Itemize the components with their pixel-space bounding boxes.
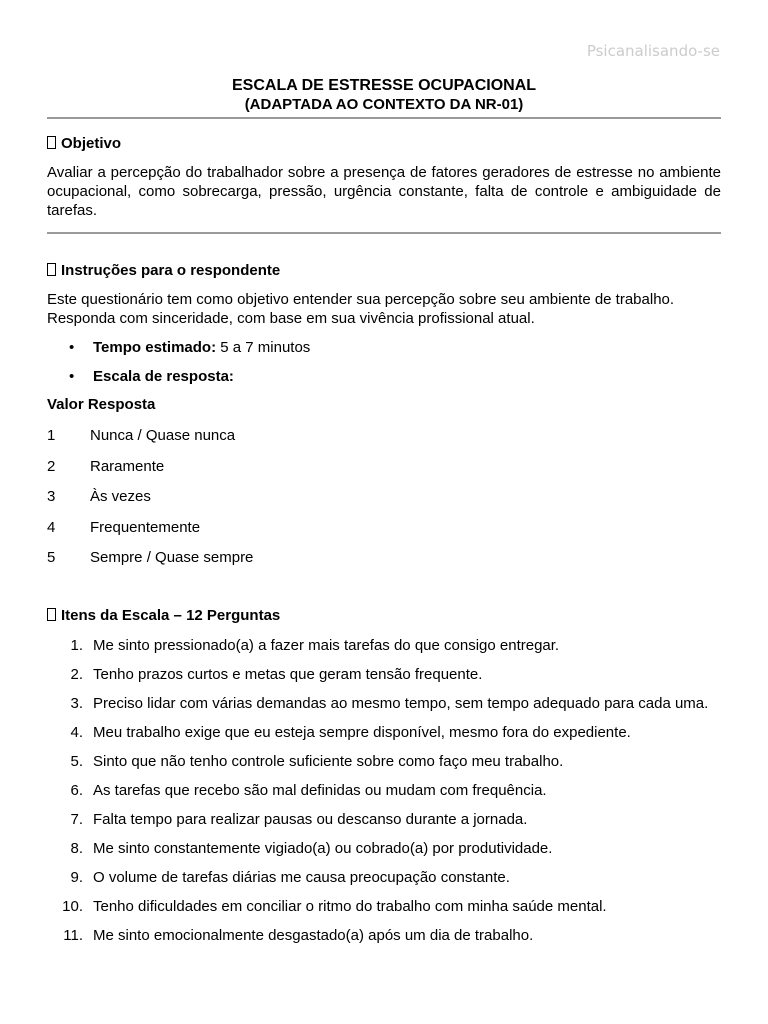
scale-row bbox=[47, 457, 721, 488]
item-number: 5. bbox=[70, 752, 83, 770]
instructions-text bbox=[47, 290, 721, 328]
document-subtitle: (ADAPTADA AO CONTEXTO DA NR-01) bbox=[244, 96, 524, 113]
list-item: 1. Me sinto pressionado(a) a fazer mais tarefas do que consigo entregar. bbox=[47, 636, 721, 655]
instructions-heading: Instruções para o respondente bbox=[47, 262, 721, 280]
instructions-line: Este questionário tem como objetivo entender sua percepção sobre seu ambiente de trabalho. bbox=[47, 291, 675, 308]
missing-glyph-icon bbox=[47, 608, 56, 621]
document-title: ESCALA DE ESTRESSE OCUPACIONAL bbox=[231, 77, 537, 94]
list-item: 7. Falta tempo para realizar pausas ou descanso durante a jornada. bbox=[47, 810, 721, 829]
objective-text: Avaliar a percepção do trabalhador sobre a presença de fatores geradores de estresse no ambiente ocupacional, como sobrecarga, pressão, urgência constante, falta de controle e ambiguidade de tarefas. bbox=[47, 164, 721, 219]
scale-row bbox=[47, 518, 721, 549]
list-item: 8. Me sinto constantemente vigiado(a) ou cobrado(a) por produtividade. bbox=[47, 839, 721, 858]
list-item: 3. Preciso lidar com várias demandas ao mesmo tempo, sem tempo adequado para cada uma. bbox=[47, 694, 721, 713]
scale-response: Frequentemente bbox=[90, 518, 201, 536]
list-item: 4. Meu trabalho exige que eu esteja sempre disponível, mesmo fora do expediente. bbox=[47, 723, 721, 742]
bullet-time: • Tempo estimado: 5 a 7 minutos bbox=[69, 339, 311, 356]
item-number: 8. bbox=[70, 839, 83, 857]
divider bbox=[47, 117, 721, 119]
list-item: 5. Sinto que não tenho controle suficiente sobre como faço meu trabalho. bbox=[47, 752, 721, 771]
instructions-line: Responda com sinceridade, com base em sua vivência profissional atual. bbox=[47, 310, 535, 327]
list-item: 9. O volume de tarefas diárias me causa preocupação constante. bbox=[47, 868, 721, 887]
scale-response: Nunca / Quase nunca bbox=[90, 427, 236, 444]
bullet-scale: • Escala de resposta: bbox=[69, 368, 234, 385]
scale-value: 5 bbox=[47, 549, 56, 566]
item-number: 6. bbox=[70, 781, 83, 799]
scale-value: 2 bbox=[47, 457, 56, 475]
item-number: 4. bbox=[70, 723, 83, 741]
instructions-bullets bbox=[47, 338, 721, 396]
item-number: 9. bbox=[70, 868, 83, 886]
item-number: 10. bbox=[62, 897, 83, 915]
scale-value: 4 bbox=[47, 518, 56, 536]
watermark: Psicanalisando-se bbox=[586, 42, 720, 60]
items-list bbox=[47, 636, 721, 945]
item-number: 7. bbox=[70, 810, 83, 828]
bullet-dot: • bbox=[69, 368, 75, 385]
divider bbox=[47, 232, 721, 234]
list-item: 6. As tarefas que recebo são mal definidas ou mudam com frequência. bbox=[47, 781, 721, 800]
list-item: 11. Me sinto emocionalmente desgastado(a) após um dia de trabalho. bbox=[47, 926, 721, 945]
scale-table bbox=[47, 426, 721, 579]
scale-header: Valor Resposta bbox=[47, 396, 156, 413]
scale-response: Às vezes bbox=[90, 488, 151, 505]
item-number: 11. bbox=[63, 926, 83, 944]
items-heading: Itens da Escala – 12 Perguntas bbox=[47, 607, 721, 625]
scale-value: 1 bbox=[47, 427, 56, 444]
item-number: 2. bbox=[70, 665, 83, 683]
scale-value: 3 bbox=[47, 488, 56, 505]
scale-row bbox=[47, 426, 721, 457]
objective-heading: Objetivo bbox=[47, 135, 721, 153]
list-item: 2. Tenho prazos curtos e metas que geram tensão frequente. bbox=[47, 665, 721, 684]
list-item: 10. Tenho dificuldades em conciliar o ritmo do trabalho com minha saúde mental. bbox=[47, 897, 721, 916]
scale-response: Sempre / Quase sempre bbox=[90, 549, 254, 566]
missing-glyph-icon bbox=[47, 136, 56, 149]
document-page bbox=[47, 76, 721, 955]
bullet-dot: • bbox=[69, 339, 75, 356]
scale-response: Raramente bbox=[90, 457, 165, 475]
missing-glyph-icon bbox=[47, 263, 56, 276]
item-number: 3. bbox=[70, 694, 83, 712]
item-number: 1. bbox=[70, 636, 83, 654]
scale-row bbox=[47, 548, 721, 579]
scale-row bbox=[47, 487, 721, 518]
